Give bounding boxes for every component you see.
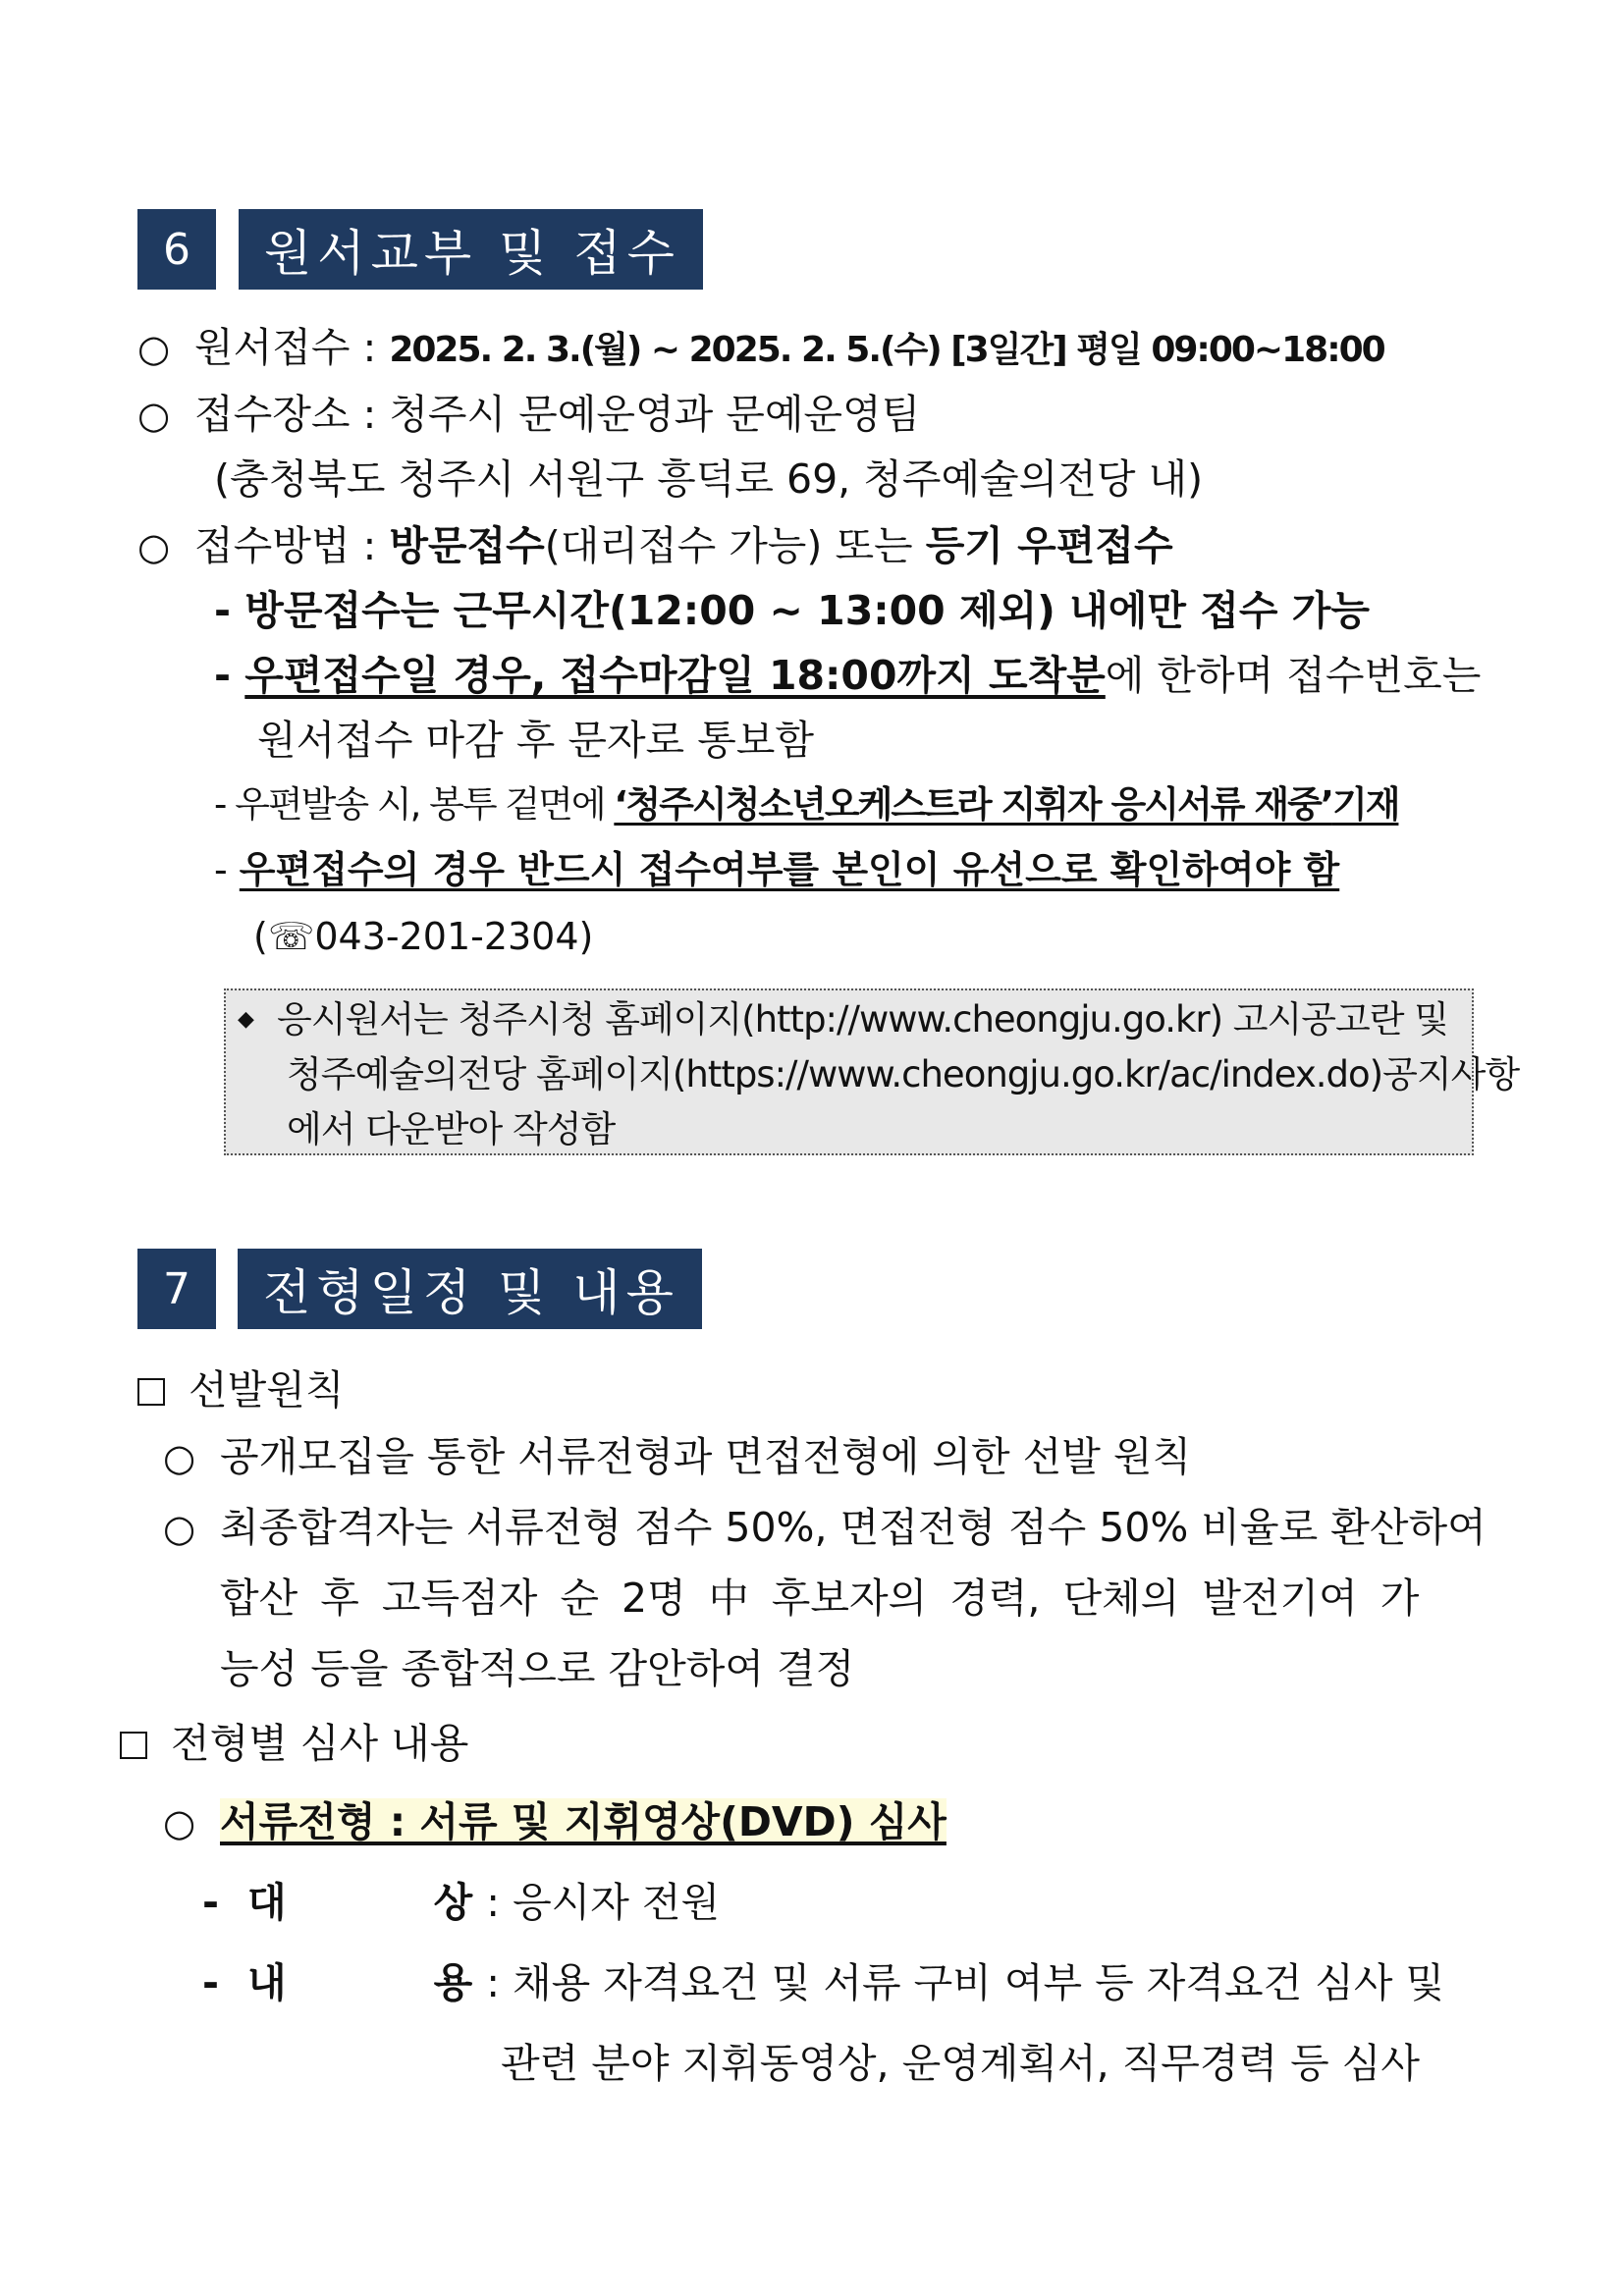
selection-principle-2: ○ 최종합격자는 서류전형 점수 50%, 면접전형 점수 50% 비율로 환산하여 — [163, 1504, 1487, 1551]
checkbox-icon — [137, 1378, 165, 1406]
note-post-deadline-cont: 원서접수 마감 후 문자로 통보함 — [257, 717, 815, 764]
diamond-bullet-icon: ◆ — [238, 1007, 253, 1032]
section-title: 전형일정 및 내용 — [238, 1249, 702, 1329]
review-target: - 대 상 : 응시자 전원 — [202, 1879, 721, 1926]
ring-bullet-icon: ○ — [137, 327, 171, 370]
selection-principle-heading: 선발원칙 — [137, 1366, 344, 1415]
review-content-cont: 관련 분야 지휘동영상, 운영계획서, 직무경력 등 심사 — [501, 2040, 1420, 2087]
download-notice-box — [224, 988, 1520, 1155]
selection-principle-2-cont2: 능성 등을 종합적으로 감안하여 결정 — [220, 1645, 855, 1692]
note-visit-hours: - 방문접수는 근무시간(12:00 ~ 13:00 제외) 내에만 접수 가능 — [214, 587, 1370, 634]
download-notice-line-3: 에서 다운받아 작성함 — [287, 1108, 616, 1150]
selection-principle-2-cont: 합산 후 고득점자 순 2명 中 후보자의 경력, 단체의 발전기여 가 — [220, 1575, 1420, 1622]
ring-bullet-icon: ○ — [163, 1801, 196, 1844]
download-notice-line-2: 청주예술의전당 홈페이지(https://www.cheongju.go.kr/ac/index.do)공지사항 — [287, 1053, 1520, 1095]
download-notice-line-1: ◆ 응시원서는 청주시청 홈페이지(http://www.cheongju.go.kr) 고시공고란 및 — [238, 998, 1449, 1041]
review-content-heading: 전형별 심사 내용 — [120, 1720, 468, 1768]
application-place: ○ 접수장소 : 청주시 문예운영과 문예운영팀 — [137, 391, 921, 438]
ring-bullet-icon: ○ — [163, 1507, 196, 1550]
selection-principle-1: ○ 공개모집을 통한 서류전형과 면접전형에 의한 선발 원칙 — [163, 1433, 1192, 1480]
application-period: ○ 원서접수 : 2025. 2. 3.(월) ~ 2025. 2. 5.(수) [3일간] 평일 09:00~18:00 — [137, 324, 1384, 371]
note-post-deadline: - 우편접수일 경우, 접수마감일 18:00까지 도착분에 한하며 접수번호는 — [214, 652, 1482, 699]
note-phone-confirm: - 우편접수의 경우 반드시 접수여부를 본인이 유선으로 확인하여야 함 — [214, 848, 1340, 891]
checkbox-icon — [120, 1732, 147, 1759]
ring-bullet-icon: ○ — [163, 1436, 196, 1479]
application-method: ○ 접수방법 : 방문접수(대리접수 가능) 또는 등기 우편접수 — [137, 522, 1173, 569]
document-review: ○ 서류전형 : 서류 및 지휘영상(DVD) 심사 — [163, 1798, 947, 1845]
application-place-detail: (충청북도 청주시 서원구 흥덕로 69, 청주예술의전당 내) — [214, 455, 1204, 503]
note-envelope: - 우편발송 시, 봉투 겉면에 ‘청주시청소년오케스트라 지휘자 응시서류 재중’기재 — [214, 783, 1399, 826]
review-content: - 내 용 : 채용 자격요건 및 서류 구비 여부 등 자격요건 심사 및 — [202, 1959, 1445, 2006]
ring-bullet-icon: ○ — [137, 525, 171, 568]
section-number: 6 — [137, 209, 216, 290]
ring-bullet-icon: ○ — [137, 394, 171, 437]
section-number: 7 — [137, 1249, 216, 1329]
contact-phone: (☏043-201-2304) — [253, 915, 594, 958]
section-title: 원서교부 및 접수 — [239, 209, 703, 290]
